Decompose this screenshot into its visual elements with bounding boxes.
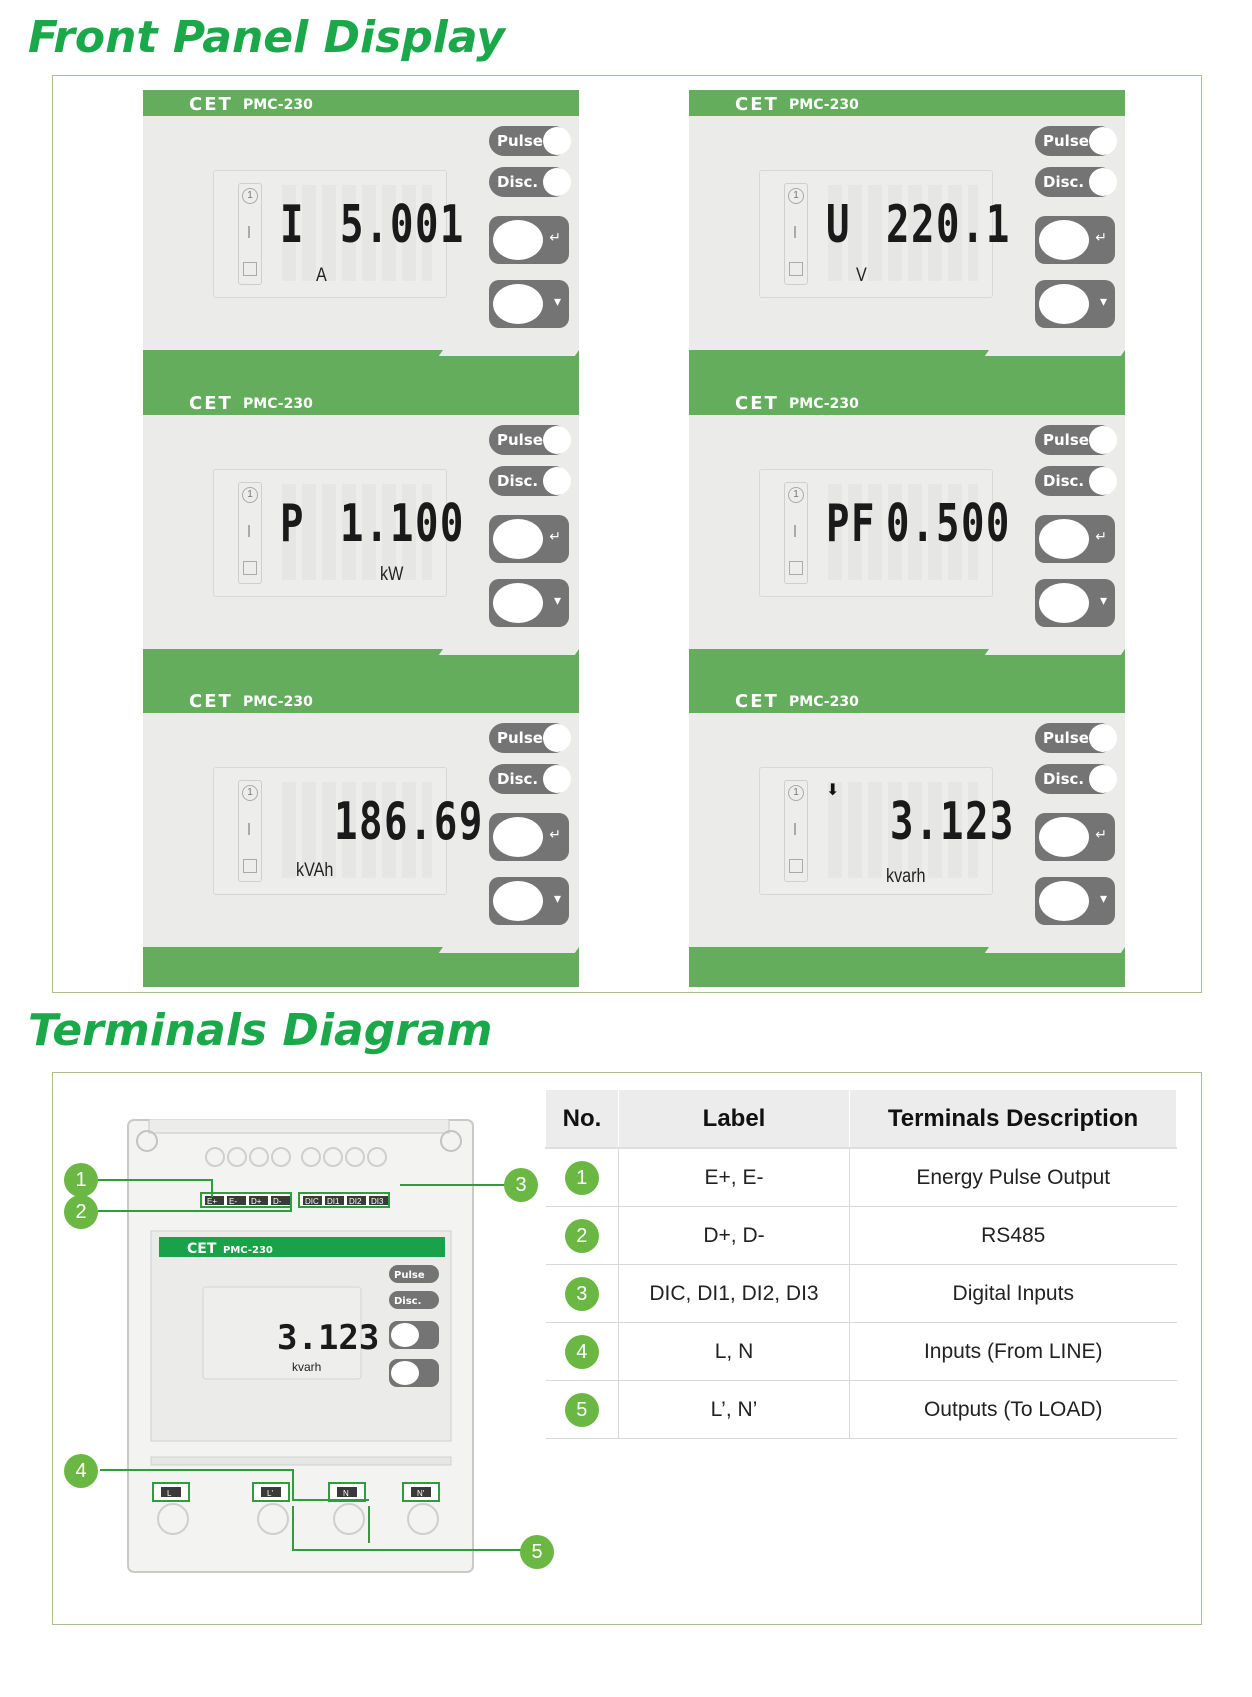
pulse-label: Pulse: [497, 729, 543, 747]
meter-brand: CET: [735, 691, 779, 712]
row-number-badge: 5: [565, 1393, 599, 1427]
down-triangle-icon: ▾: [553, 891, 561, 907]
terminal-label: L': [267, 1489, 273, 1498]
row-label-cell: D+, D-: [619, 1207, 850, 1265]
meter-model: PMC-230: [789, 396, 859, 412]
terminals-title: Terminals Diagram: [28, 1005, 493, 1056]
callout-badge: 2: [64, 1195, 98, 1229]
measurement-unit: V: [856, 265, 867, 286]
enter-arrow-icon: ↵: [1095, 827, 1107, 843]
down-arrow-icon: ⬇: [826, 782, 840, 799]
row-number-cell: [546, 1323, 619, 1381]
device-disc-label: Disc.: [394, 1296, 422, 1307]
terminal-label: D+: [251, 1197, 262, 1206]
measurement-unit: kW: [380, 564, 404, 585]
table-row: [546, 1207, 1177, 1265]
measurement-value: 220.1: [886, 195, 1011, 255]
measurement-value: 0.500: [886, 494, 1011, 554]
terminal-label: DI2: [349, 1197, 362, 1206]
meter-brand: CET: [735, 393, 779, 414]
circle-icon: 1: [242, 487, 258, 503]
disc-label: Disc.: [1043, 173, 1085, 191]
row-description-cell: RS485: [850, 1207, 1177, 1265]
row-description-cell: Energy Pulse Output: [850, 1148, 1177, 1207]
row-number-badge: 1: [565, 1161, 599, 1195]
meter-model: PMC-230: [243, 396, 313, 412]
pulse-label: Pulse: [1043, 431, 1089, 449]
col-header-label: Label: [619, 1090, 850, 1149]
terminals-table: [545, 1089, 1177, 1439]
table-row: [546, 1323, 1177, 1381]
row-number-badge: 3: [565, 1277, 599, 1311]
down-triangle-icon: ▾: [1099, 891, 1107, 907]
pulse-label: Pulse: [1043, 132, 1089, 150]
terminal-label: DI3: [371, 1197, 384, 1206]
terminal-label: E+: [207, 1197, 218, 1206]
device-brand: CET: [187, 1241, 217, 1257]
measurement-value: 3.123: [890, 792, 1015, 852]
meter-model: PMC-230: [243, 97, 313, 113]
callout-badge: 4: [64, 1454, 98, 1488]
circle-icon: 1: [242, 188, 258, 204]
row-number-cell: [546, 1207, 619, 1265]
circle-icon: 1: [788, 785, 804, 801]
measurement-unit: kVAh: [296, 860, 334, 881]
device-reading-value: 3.123: [277, 1318, 380, 1358]
measurement-symbol: I: [280, 195, 305, 255]
measurement-symbol: P: [280, 494, 305, 554]
col-header-no: No.: [546, 1090, 619, 1149]
down-triangle-icon: ▾: [1099, 294, 1107, 310]
front-panel-title: Front Panel Display: [28, 12, 505, 63]
disc-label: Disc.: [497, 770, 539, 788]
meter-model: PMC-230: [789, 97, 859, 113]
enter-arrow-icon: ↵: [1095, 529, 1107, 545]
measurement-symbol: U: [826, 195, 851, 255]
table-row: [546, 1265, 1177, 1323]
callout-badge: 3: [504, 1168, 538, 1202]
enter-arrow-icon: ↵: [549, 827, 561, 843]
row-label-cell: DIC, DI1, DI2, DI3: [619, 1265, 850, 1323]
meter-brand: CET: [189, 691, 233, 712]
device-pulse-label: Pulse: [394, 1270, 425, 1281]
meter-brand: CET: [189, 94, 233, 115]
terminal-label: N': [417, 1489, 425, 1498]
row-number-badge: 2: [565, 1219, 599, 1253]
disc-label: Disc.: [497, 173, 539, 191]
down-triangle-icon: ▾: [553, 593, 561, 609]
row-description-cell: Inputs (From LINE): [850, 1323, 1177, 1381]
device-reading-unit: kvarh: [292, 1360, 322, 1374]
pulse-label: Pulse: [497, 132, 543, 150]
circle-icon: 1: [242, 785, 258, 801]
meter-model: PMC-230: [789, 694, 859, 710]
enter-arrow-icon: ↵: [549, 529, 561, 545]
table-row: [546, 1381, 1177, 1439]
row-label-cell: L, N: [619, 1323, 850, 1381]
table-row: [546, 1148, 1177, 1207]
row-number-cell: [546, 1265, 619, 1323]
row-number-cell: [546, 1148, 619, 1207]
measurement-unit: A: [316, 265, 327, 286]
measurement-unit: kvarh: [886, 866, 926, 887]
enter-arrow-icon: ↵: [549, 230, 561, 246]
row-label-cell: L’, N’: [619, 1381, 850, 1439]
row-number-cell: [546, 1381, 619, 1439]
row-description-cell: Outputs (To LOAD): [850, 1381, 1177, 1439]
down-triangle-icon: ▾: [553, 294, 561, 310]
measurement-value: 186.69: [334, 792, 484, 852]
meter-model: PMC-230: [243, 694, 313, 710]
pulse-label: Pulse: [1043, 729, 1089, 747]
measurement-value: 1.100: [340, 494, 465, 554]
terminal-label: E-: [229, 1197, 237, 1206]
down-triangle-icon: ▾: [1099, 593, 1107, 609]
circle-icon: 1: [788, 188, 804, 204]
terminal-label: DIC: [305, 1197, 319, 1206]
meter-brand: CET: [735, 94, 779, 115]
terminal-label: L: [167, 1489, 172, 1498]
circle-icon: 1: [788, 487, 804, 503]
terminal-label: N: [343, 1489, 349, 1498]
disc-label: Disc.: [1043, 472, 1085, 490]
device-model: PMC-230: [223, 1245, 273, 1256]
measurement-symbol: PF: [826, 494, 876, 554]
disc-label: Disc.: [497, 472, 539, 490]
callout-badge: 5: [520, 1535, 554, 1569]
row-label-cell: E+, E-: [619, 1148, 850, 1207]
disc-label: Disc.: [1043, 770, 1085, 788]
measurement-value: 5.001: [340, 195, 465, 255]
row-description-cell: Digital Inputs: [850, 1265, 1177, 1323]
terminal-label: D-: [273, 1197, 282, 1206]
row-number-badge: 4: [565, 1335, 599, 1369]
pulse-label: Pulse: [497, 431, 543, 449]
meter-brand: CET: [189, 393, 233, 414]
enter-arrow-icon: ↵: [1095, 230, 1107, 246]
terminal-label: DI1: [327, 1197, 340, 1206]
col-header-description: Terminals Description: [850, 1090, 1177, 1149]
callout-badge: 1: [64, 1163, 98, 1197]
